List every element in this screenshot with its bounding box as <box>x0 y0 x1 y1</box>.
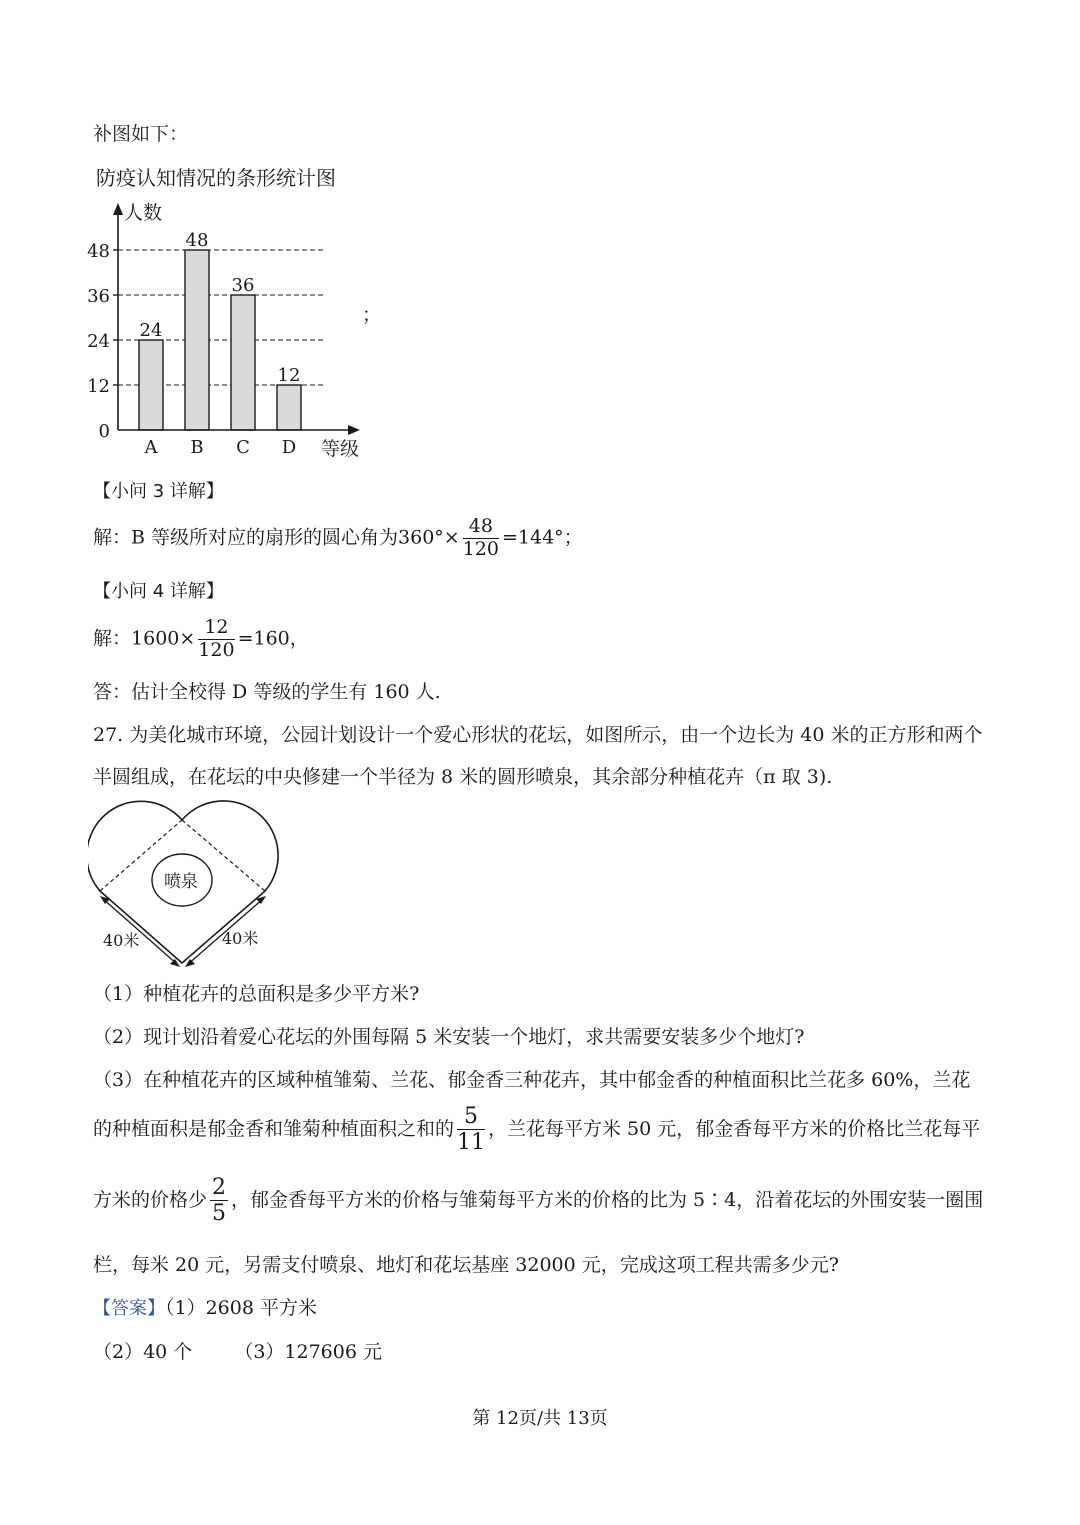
page-footer: 第 12页/共 13页 <box>472 1408 608 1429</box>
q4-frac-den: 120 <box>198 638 235 661</box>
bar-chart <box>80 195 380 465</box>
x-axis-arrow <box>348 425 360 435</box>
y-tick-label: 12 <box>87 376 110 397</box>
q3-solution <box>93 516 583 561</box>
y-tick-label: 24 <box>87 331 110 352</box>
dim-left-arrow-top <box>100 896 110 904</box>
q4-answer: 答：估计全校得 D 等级的学生有 160 人. <box>93 681 441 703</box>
q3-prefix: 解：B 等级所对应的扇形的圆心角为 <box>93 526 399 549</box>
q4-solution <box>93 617 309 662</box>
bar-A <box>139 340 163 430</box>
bar-data-label: 12 <box>277 365 301 386</box>
q4-fraction <box>198 617 234 662</box>
heart-figure <box>88 800 283 975</box>
right-side-label: 40米 <box>222 929 259 948</box>
sub-question-3-line4: 栏，每米 20 元，另需支付喷泉、地灯和花坛基座 32000 元，完成这项工程共需多少元? <box>93 1254 839 1276</box>
x-tick-label: B <box>190 437 204 458</box>
sub-question-1: （1）种植花卉的总面积是多少平方米? <box>93 983 420 1005</box>
y-tick-label: 36 <box>87 286 110 307</box>
answer-line-2 <box>93 1343 382 1362</box>
x-axis-label: 等级 <box>321 438 360 460</box>
answer-3: （3）127606 元 <box>234 1341 382 1363</box>
sub3-line3-post: ，郁金香每平方米的价格与雏菊每平方米的价格的比为 5∶4，沿着花坛的外围安装一圈围 <box>231 1188 984 1211</box>
bar-data-label: 24 <box>139 320 163 341</box>
sub3-line3-pre: 方米的价格少 <box>93 1188 208 1211</box>
bar-data-label: 36 <box>231 275 255 296</box>
sub3-fraction-2-5 <box>210 1175 228 1227</box>
q4-expr-left: 1600× <box>131 627 196 650</box>
problem27-line1: 27. 为美化城市环境，公园计划设计一个爱心形状的花坛，如图所示，由一个边长为 40 米的正方形和两个 <box>93 724 983 746</box>
sub3-frac2-num: 2 <box>212 1175 227 1200</box>
supplement-label: 补图如下： <box>93 123 189 145</box>
q4-expr-right: =160 <box>237 627 290 650</box>
bar-B <box>185 250 209 430</box>
q3-expr-right: =144° <box>501 526 564 549</box>
sub3-line2-post: ，兰花每平方米 50 元，郁金香每平方米的价格比兰花每平 <box>488 1117 981 1140</box>
q4-prefix: 解： <box>93 627 132 650</box>
x-tick-label: A <box>144 437 158 458</box>
sub3-line2-pre: 的种植面积是郁金香和雏菊种植面积之和的 <box>93 1117 455 1140</box>
y-tick-label: 48 <box>87 241 110 262</box>
chart-trailing-semicolon: ； <box>362 304 382 326</box>
sub3-frac1-den: 11 <box>457 1130 486 1156</box>
chart-title: 防疫认知情况的条形统计图 <box>96 166 336 190</box>
answer-line-1 <box>93 1299 317 1318</box>
q3-frac-den: 120 <box>462 537 499 560</box>
x-tick-label: D <box>281 437 297 458</box>
answer-2: （2）40 个 <box>93 1341 193 1363</box>
q3-header: 【小问 3 详解】 <box>93 481 224 502</box>
q4-header: 【小问 4 详解】 <box>93 581 224 602</box>
y-axis-arrow <box>113 203 123 215</box>
q3-suffix: ； <box>563 526 583 549</box>
q3-expr-left: 360°× <box>398 526 460 549</box>
left-side-label: 40米 <box>103 931 140 950</box>
fountain-label: 喷泉 <box>164 872 198 892</box>
sub3-frac2-den: 5 <box>212 1201 227 1227</box>
bar-D <box>277 385 301 430</box>
sub-question-2: （2）现计划沿着爱心花坛的外围每隔 5 米安装一个地灯，求共需要安装多少个地灯? <box>93 1026 805 1048</box>
bar-C <box>231 295 255 430</box>
problem27-line2: 半圆组成，在花坛的中央修建一个半径为 8 米的圆形喷泉，其余部分种植花卉（π 取 3). <box>93 766 833 788</box>
sub-question-3-line1: （3）在种植花卉的区域种植雏菊、兰花、郁金香三种花卉，其中郁金香的种植面积比兰花多 60%，兰花 <box>93 1069 971 1091</box>
sub-question-3-line3 <box>93 1175 983 1227</box>
y-axis-label: 人数 <box>124 202 163 224</box>
q3-fraction <box>463 516 499 561</box>
q4-suffix: ， <box>289 627 309 650</box>
x-tick-label: C <box>236 437 250 458</box>
answer-tag: 【答案】 <box>93 1298 165 1319</box>
y-tick-label: 0 <box>98 421 110 442</box>
bar-data-label: 48 <box>185 230 209 251</box>
q4-frac-num: 12 <box>198 617 234 640</box>
answer-1: （1）2608 平方米 <box>165 1297 317 1319</box>
sub-question-3-line2 <box>93 1104 980 1156</box>
q3-frac-num: 48 <box>463 516 499 539</box>
sub3-frac1-num: 5 <box>457 1104 485 1130</box>
sub3-fraction-5-11 <box>457 1104 485 1156</box>
